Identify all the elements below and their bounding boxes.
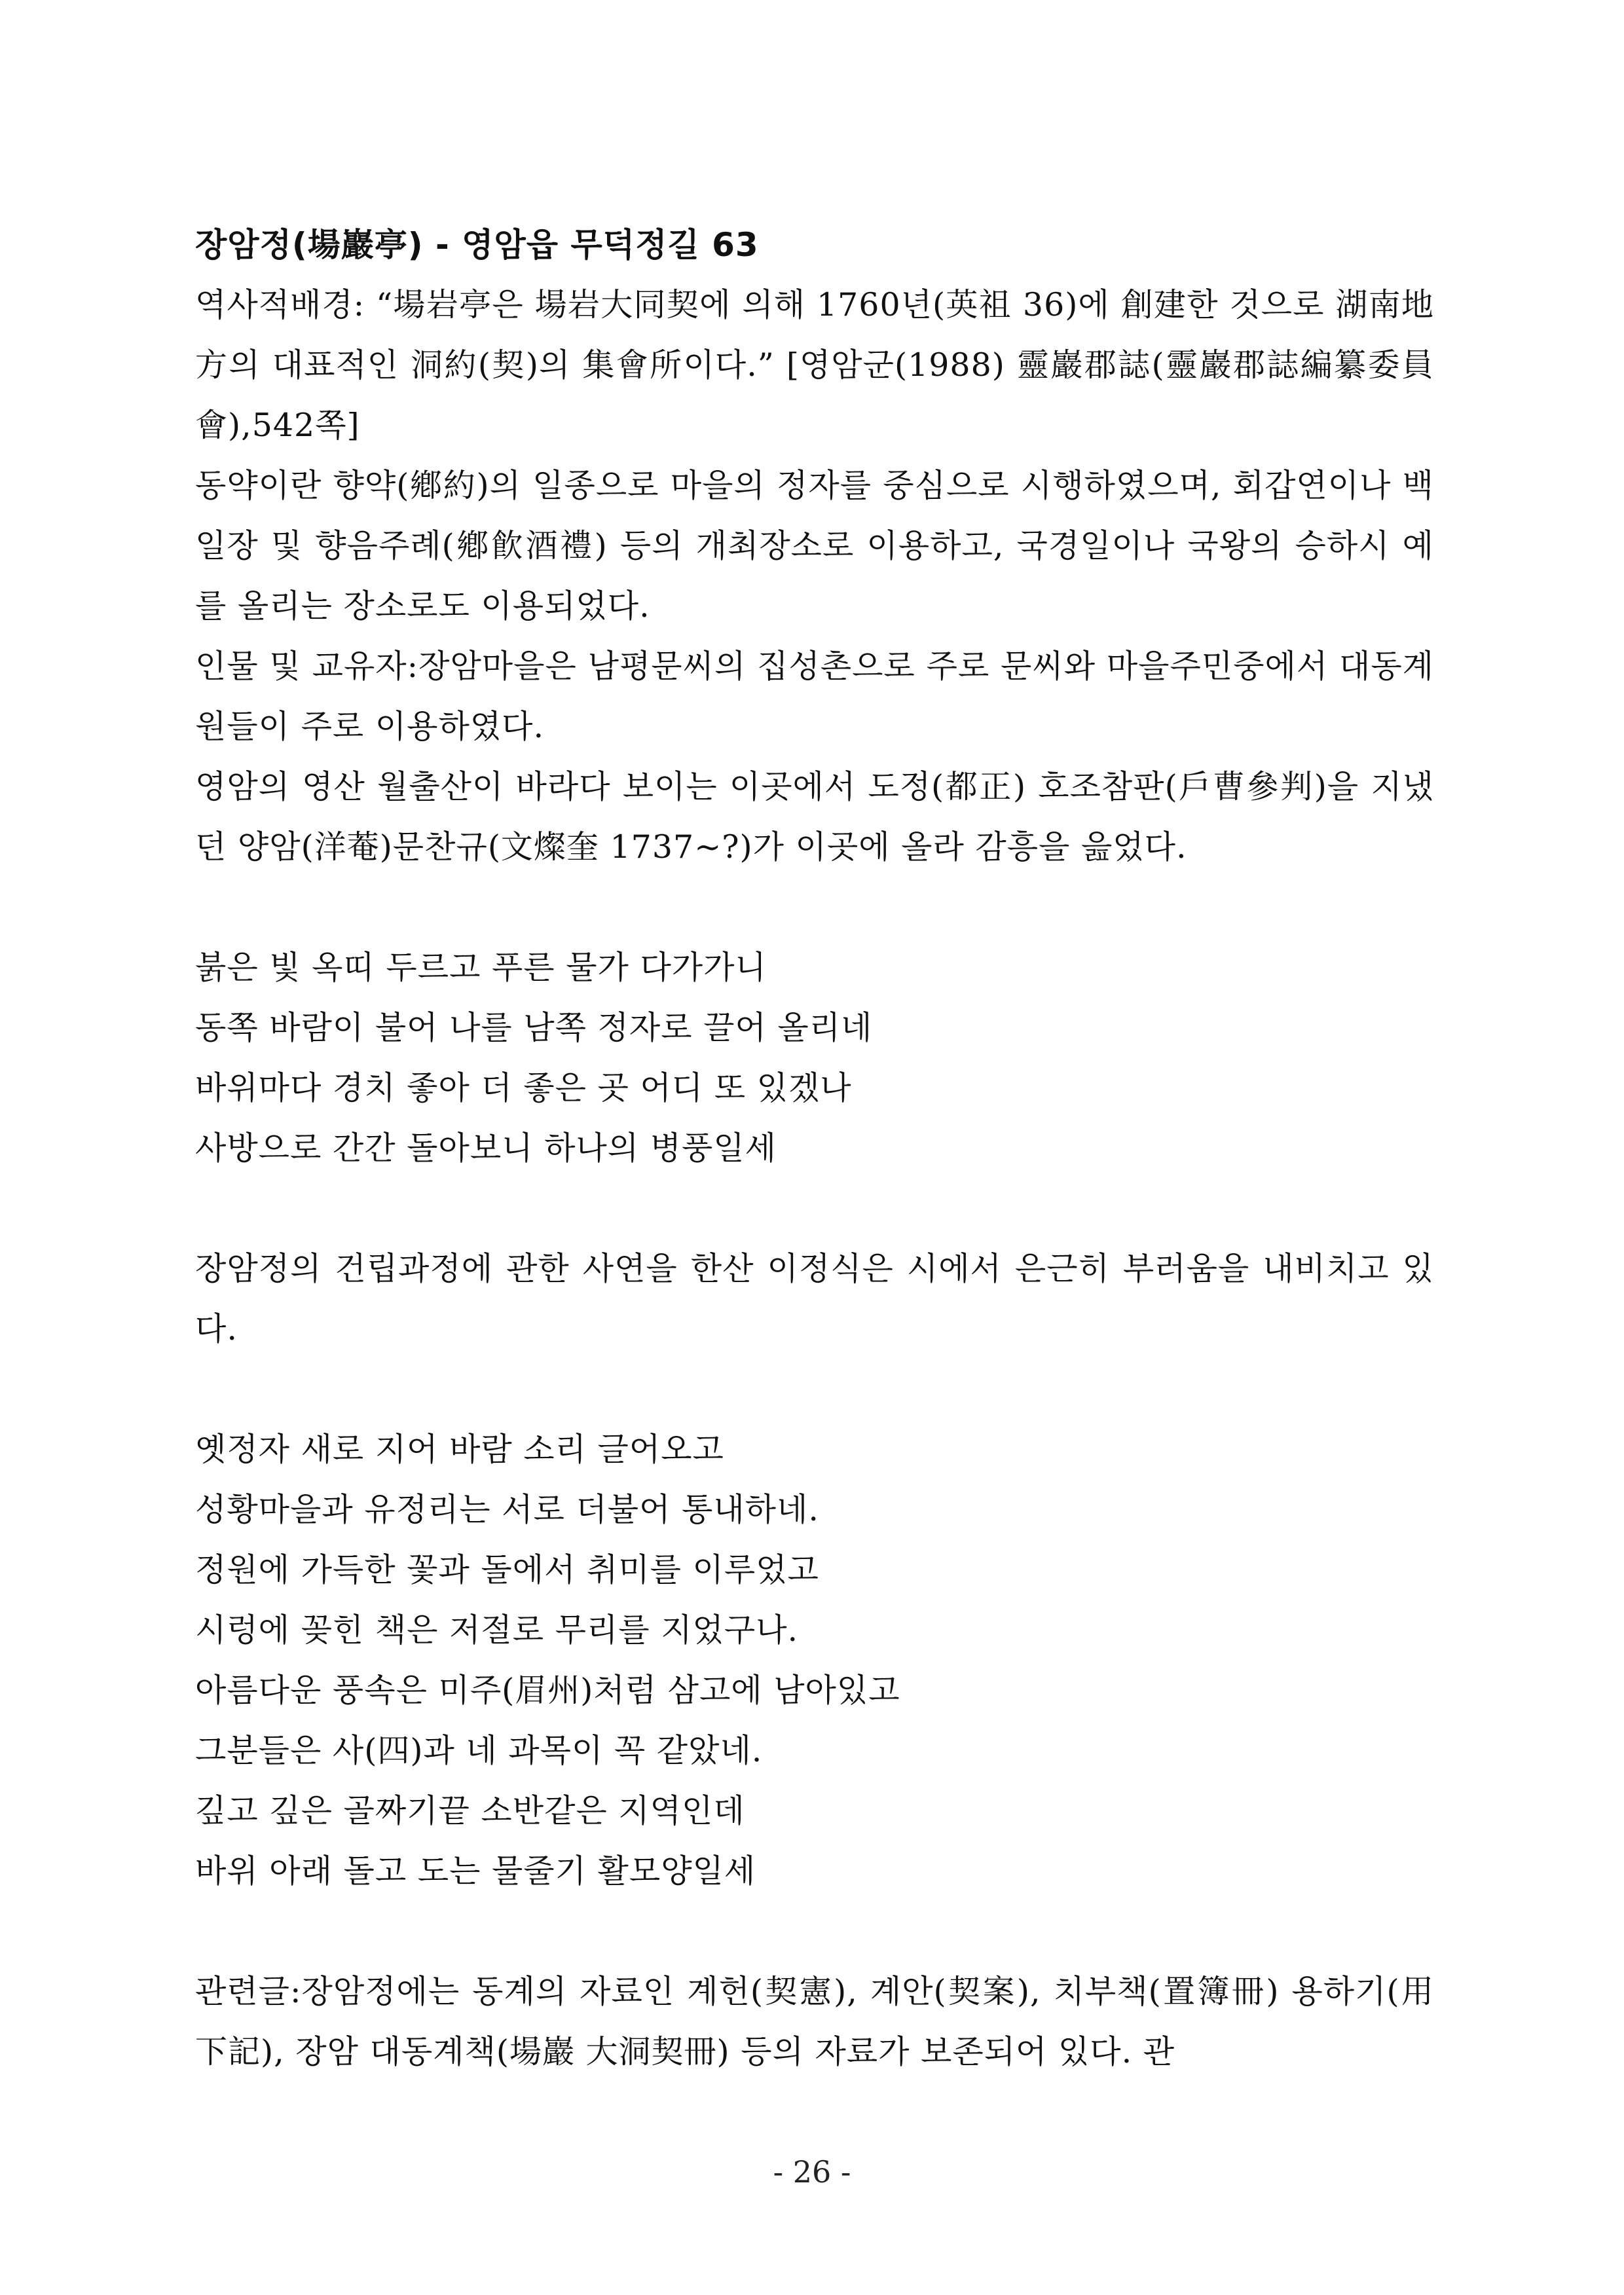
middle-paragraph: 장암정의 건립과정에 관한 사연을 한산 이정식은 시에서 은근히 부러움을 내비치고 있다. <box>195 1250 1434 1348</box>
poem-line: 아름다운 풍속은 미주(眉州)처럼 삼고에 남아있고 <box>195 1672 900 1709</box>
poet-intro-paragraph: 영암의 영산 월출산이 바라다 보이는 이곳에서 도정(都正) 호조참판(戶曹參判)을 지냈던 양암(洋菴)문찬규(文燦奎 1737~?)가 이곳에 올라 감흥을 읊었다. <box>195 768 1434 866</box>
blank-line <box>195 1901 1434 1962</box>
poem-line: 바위 아래 돌고 도는 물줄기 활모양일세 <box>195 1852 756 1890</box>
poem-line: 동쪽 바람이 불어 나를 남쪽 정자로 끌어 올리네 <box>195 1009 873 1046</box>
poem-line: 정원에 가득한 꽃과 돌에서 취미를 이루었고 <box>195 1551 819 1588</box>
related-paragraph: 관련글:장암정에는 동계의 자료인 계헌(契憲), 계안(契案), 치부책(置簿冊) 용하기(用下記), 장암 대동계책(場巖 大洞契冊) 등의 자료가 보존되어 있다. 관 <box>195 1973 1434 2070</box>
blank-line <box>195 877 1434 938</box>
poem-line: 깊고 깊은 골짜기끝 소반같은 지역인데 <box>195 1792 745 1829</box>
poem-line: 붉은 빛 옥띠 두르고 푸른 물가 다가가니 <box>195 949 767 986</box>
poem-line: 사방으로 간간 돌아보니 하나의 병풍일세 <box>195 1129 777 1167</box>
poem-line: 성황마을과 유정리는 서로 더불어 통내하네. <box>195 1491 819 1528</box>
poem-1 <box>195 938 1434 1179</box>
blank-line <box>195 1179 1434 1239</box>
section-heading: 장암정(場巖亭) - 영암읍 무덕정길 63 <box>195 226 759 264</box>
page-number: - 26 - <box>773 2154 851 2190</box>
poem-line: 그분들은 사(四)과 네 과목이 꼭 같았네. <box>195 1732 763 1769</box>
poem-line: 옛정자 새로 지어 바람 소리 글어오고 <box>195 1431 724 1468</box>
people-paragraph: 인물 및 교유자:장암마을은 남평문씨의 집성촌으로 주로 문씨와 마을주민중에서 대동계원들이 주로 이용하였다. <box>195 648 1434 745</box>
poem-2 <box>195 1420 1434 1901</box>
document-body <box>195 215 1434 2082</box>
blank-line <box>195 1359 1434 1420</box>
poem-line: 시렁에 꽂힌 책은 저절로 무리를 지었구나. <box>195 1611 799 1649</box>
history-paragraph: 역사적배경: “場岩亭은 場岩大同契에 의해 1760년(英祖 36)에 創建한 것으로 湖南地方의 대표적인 洞約(契)의 集會所이다.” [영암군(1988) 靈巖郡誌(靈巖郡誌編纂委員會),542쪽] <box>195 286 1434 444</box>
dongyak-paragraph: 동약이란 향약(鄕約)의 일종으로 마을의 정자를 중심으로 시행하였으며, 회갑연이나 백일장 및 향음주례(鄕飮酒禮) 등의 개최장소로 이용하고, 국경일이나 국왕의 승하시 예를 올리는 장소로도 이용되었다. <box>195 467 1434 625</box>
poem-line: 바위마다 경치 좋아 더 좋은 곳 어디 또 있겠나 <box>195 1069 852 1107</box>
